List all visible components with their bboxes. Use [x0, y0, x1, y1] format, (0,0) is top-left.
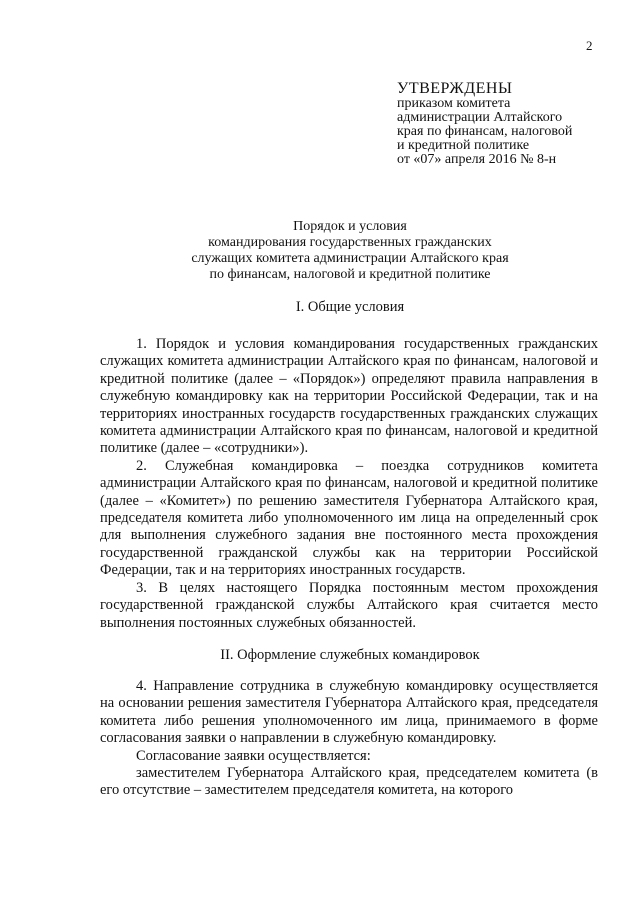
section-heading-general-conditions: I. Общие условия	[295, 299, 405, 315]
paragraph: Согласование заявки осуществляется:	[136, 747, 371, 764]
paragraph: 1. Порядок и условия командирования государственных гражданских служащих комитета администрации Алтайского края по финансам, налоговой и кредитной политике (далее – «Порядок») определяют правила направления в служебную командировку как на территории Российской Федерации, так и на территориях иностранных государств государственных гражданских служащих комитета администрации Алтайского края по финансам, налоговой и кредитной политике (далее – «сотрудники»).	[100, 336, 598, 457]
approval-line: приказом комитета	[397, 96, 511, 111]
document-title	[100, 219, 600, 283]
paragraph: 3. В целях настоящего Порядка постоянным местом прохождения государственной гражданской службы Алтайского края считается место выполнения постоянных служебных обязанностей.	[100, 579, 598, 631]
document-title-line: командирования государственных гражданских	[208, 235, 492, 250]
paragraph: заместителем Губернатора Алтайского края, председателем комитета (в его отсутствие – заместителем председателя комитета, на которого	[100, 765, 598, 799]
approval-line: и кредитной политике	[397, 138, 530, 153]
page-number: 2	[586, 38, 593, 53]
document-title-line: служащих комитета администрации Алтайского края	[191, 251, 509, 266]
paragraph: 2. Служебная командировка – поездка сотрудников комитета администрации Алтайского края по финансам, налоговой и кредитной политике (далее – «Комитет») по решению заместителя Губернатора Алтайского края, председателя комитета либо уполномоченного им лица на определенный срок для выполнения служебного задания вне постоянного места прохождения государственной гражданской службы как на территории Российской Федерации, так и на территориях иностранных государств.	[100, 457, 598, 579]
approval-line: края по финансам, налоговой	[397, 124, 573, 139]
document-title-line: по финансам, налоговой и кредитной политике	[209, 267, 491, 282]
section-heading-business-trips: II. Оформление служебных командировок	[220, 647, 480, 663]
section-body-general-conditions	[100, 336, 598, 632]
approval-line: от «07» апреля 2016 № 8-н	[397, 152, 557, 167]
approval-title: УТВЕРЖДЕНЫ	[397, 80, 513, 97]
paragraph: 4. Направление сотрудника в служебную командировку осуществляется на основании решения заместителя Губернатора Алтайского края, председателя комитета либо решения уполномоченного им лица, принимаемого в форме согласования заявки о направлении в служебную командировку.	[100, 678, 598, 747]
section-body-business-trips	[100, 678, 598, 800]
approval-stamp	[397, 81, 629, 167]
document-title-line: Порядок и условия	[293, 219, 407, 234]
approval-line: администрации Алтайского	[397, 110, 563, 125]
